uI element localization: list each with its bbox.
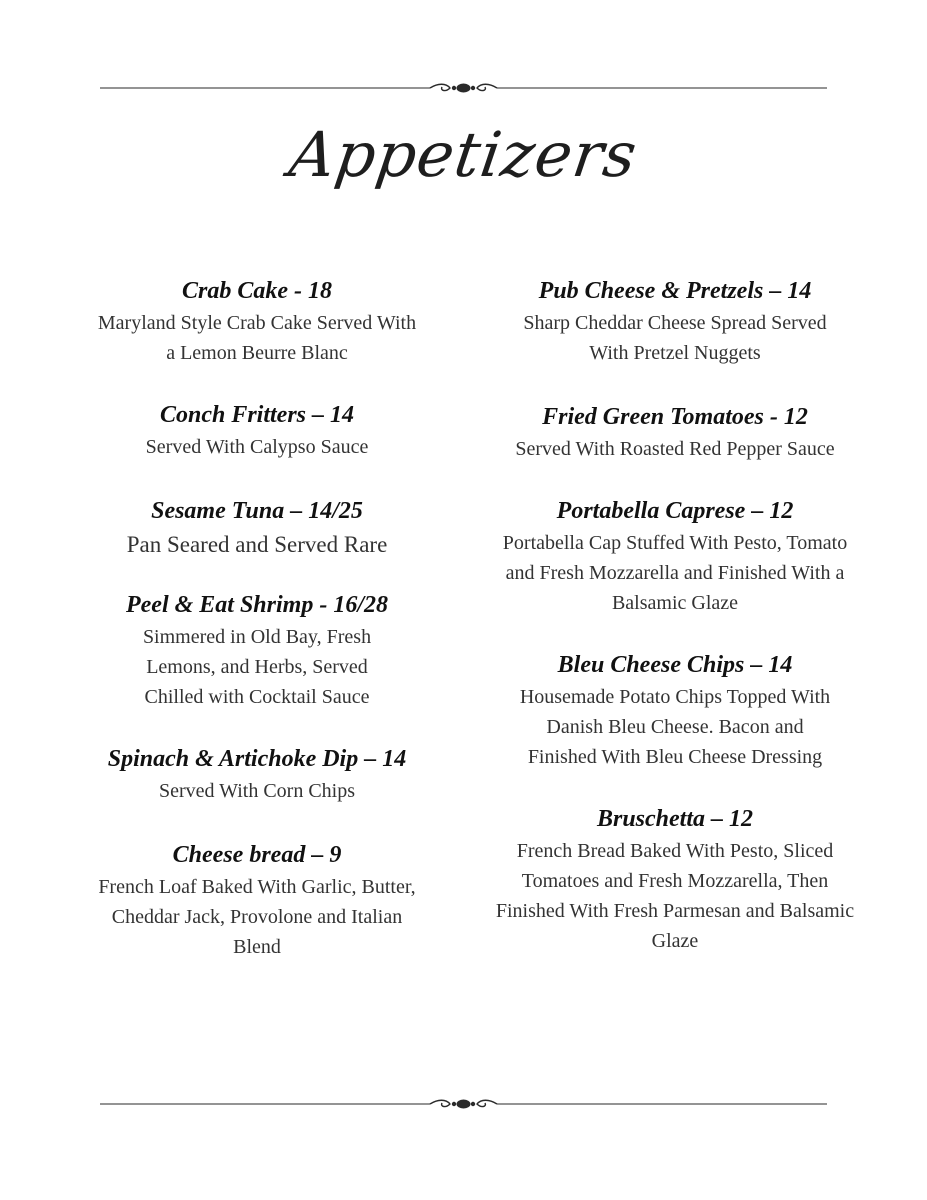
top-ornament-divider [100, 77, 827, 101]
item-name: Pub Cheese & Pretzels – 14 [538, 278, 812, 304]
menu-item-crab-cake [77, 274, 437, 368]
item-description: Maryland Style Crab Cake Served With a Lemon Beurre Blanc [97, 312, 417, 364]
item-name: Bruschetta – 12 [596, 806, 754, 832]
right-menu-column [495, 274, 855, 956]
item-name: Portabella Caprese – 12 [556, 498, 794, 524]
bottom-ornament-divider [100, 1093, 827, 1117]
item-name: Peel & Eat Shrimp - 16/28 [125, 592, 388, 618]
menu-item-conch-fritters [77, 398, 437, 462]
ornamental-flourish-icon [100, 1093, 827, 1117]
item-description: French Bread Baked With Pesto, Sliced Tomatoes and Fresh Mozzarella, Then Finished With Fresh Parmesan and Balsamic Glaze [495, 840, 855, 952]
item-description: Sharp Cheddar Cheese Spread Served With Pretzel Nuggets [523, 312, 827, 364]
item-description: Portabella Cap Stuffed With Pesto, Tomato and Fresh Mozzarella and Finished With a Balsamic Glaze [502, 532, 848, 614]
menu-item-sesame-tuna [77, 494, 437, 562]
menu-item-fried-green-tomatoes [495, 400, 855, 464]
item-description: Simmered in Old Bay, Fresh Lemons, and Herbs, Served Chilled with Cocktail Sauce [142, 626, 372, 708]
menu-item-bleu-cheese-chips [495, 648, 855, 772]
item-name: Cheese bread – 9 [172, 842, 342, 868]
item-name: Spinach & Artichoke Dip – 14 [107, 746, 407, 772]
item-description: French Loaf Baked With Garlic, Butter, Cheddar Jack, Provolone and Italian Blend [98, 876, 416, 958]
menu-item-pub-cheese-pretzels [495, 274, 855, 368]
page-title: Appetizers [285, 118, 642, 191]
item-description: Pan Seared and Served Rare [126, 532, 388, 557]
item-name: Conch Fritters – 14 [159, 402, 355, 428]
item-name: Bleu Cheese Chips – 14 [557, 652, 793, 678]
menu-item-peel-eat-shrimp [77, 588, 437, 712]
left-menu-column [77, 274, 437, 962]
item-name: Fried Green Tomatoes - 12 [542, 404, 808, 430]
menu-item-portabella-caprese [495, 494, 855, 618]
item-description: Served With Roasted Red Pepper Sauce [515, 438, 835, 460]
menu-item-cheese-bread [77, 838, 437, 962]
menu-item-spinach-artichoke-dip [77, 742, 437, 806]
item-name: Crab Cake - 18 [182, 278, 332, 304]
menu-item-bruschetta [495, 802, 855, 956]
ornamental-flourish-icon [100, 77, 827, 101]
item-description: Housemade Potato Chips Topped With Danish Bleu Cheese. Bacon and Finished With Bleu Cheese Dressing [519, 686, 831, 768]
item-description: Served With Calypso Sauce [145, 436, 369, 458]
item-name: Sesame Tuna – 14/25 [151, 498, 363, 524]
item-description: Served With Corn Chips [158, 780, 356, 802]
